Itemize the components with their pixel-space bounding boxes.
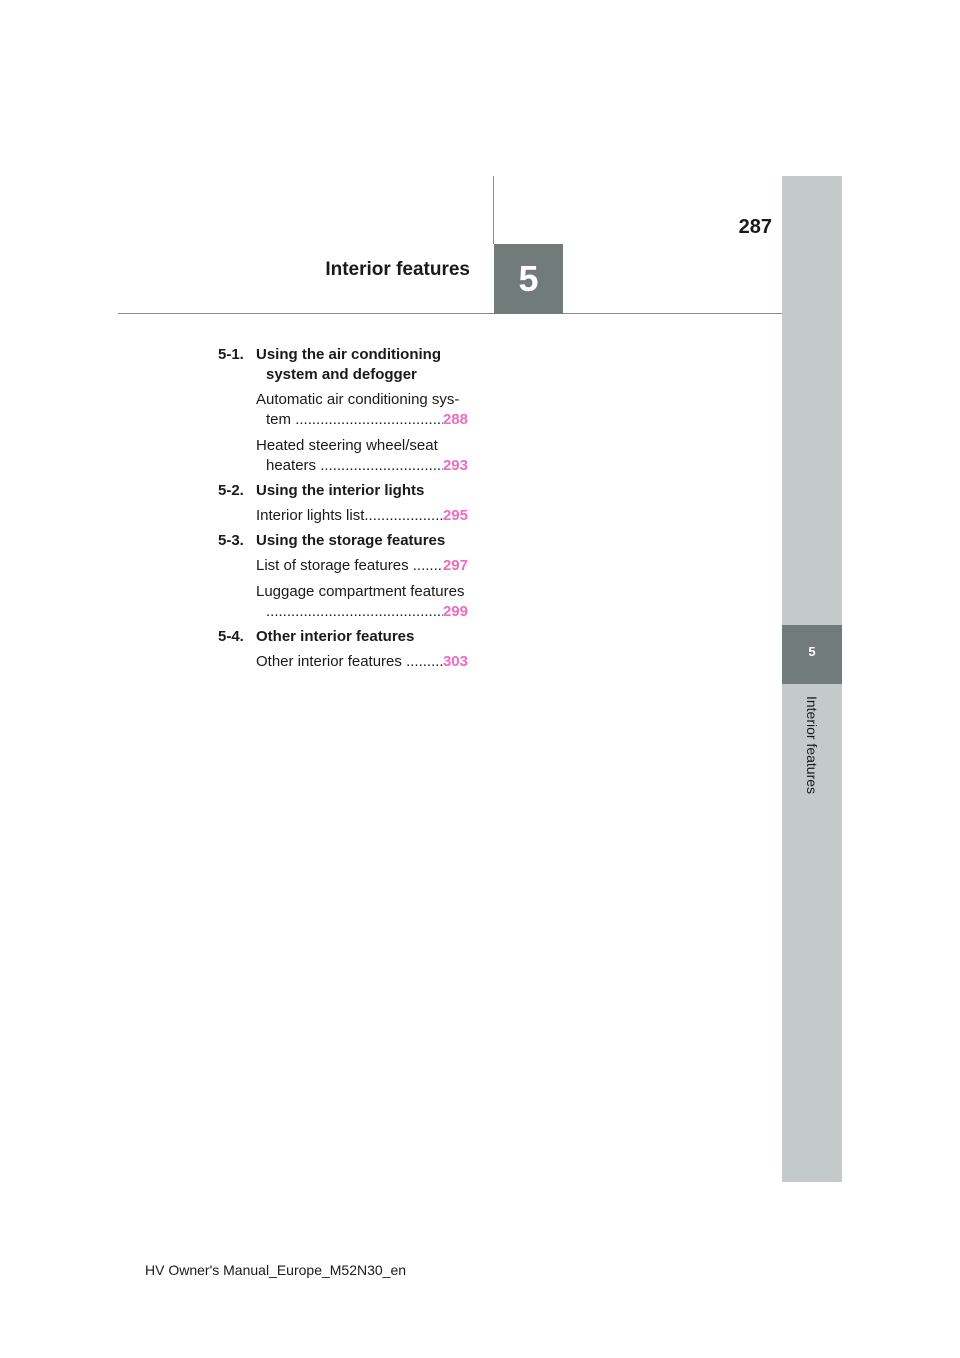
toc-entry[interactable]	[218, 506, 468, 526]
chapter-number-box	[494, 244, 563, 314]
toc-entry[interactable]	[218, 652, 468, 672]
dot-leader	[295, 410, 443, 430]
entry-page-link[interactable]: 295	[442, 507, 468, 524]
section-title: Using the interior lights	[256, 482, 425, 499]
toc-entry[interactable]	[218, 390, 468, 430]
header-divider-horizontal	[118, 313, 782, 314]
section-number: 5-3.	[218, 532, 244, 549]
toc-entry[interactable]	[218, 436, 468, 476]
entry-page-link[interactable]: 303	[442, 653, 468, 670]
entry-page-link[interactable]: 288	[442, 411, 468, 428]
section-title: Other interior features	[256, 628, 415, 645]
section-number: 5-2.	[218, 482, 244, 499]
toc-section[interactable]	[218, 481, 468, 501]
entry-page-link[interactable]: 299	[442, 603, 468, 620]
dot-leader	[413, 556, 443, 576]
chapter-number: 5	[518, 258, 539, 299]
entry-title-cont: tem	[266, 411, 292, 428]
document-footer: HV Owner's Manual_Europe_M52N30_en	[145, 1262, 407, 1278]
section-number: 5-1.	[218, 346, 244, 363]
section-title-cont: system and defogger	[266, 366, 417, 383]
dot-leader	[364, 506, 443, 526]
entry-title-cont: heaters	[266, 457, 317, 474]
section-number: 5-4.	[218, 628, 244, 645]
entry-page-link[interactable]: 297	[442, 557, 468, 574]
section-title: Using the air conditioning	[256, 346, 441, 363]
chapter-side-tab[interactable]	[782, 625, 842, 684]
side-tab-number: 5	[808, 644, 816, 659]
header-divider-vertical	[493, 176, 494, 244]
dot-leader	[266, 602, 443, 622]
toc-section[interactable]	[218, 627, 468, 647]
dot-leader	[320, 456, 443, 476]
entry-title: Other interior features	[256, 653, 402, 670]
toc-entry[interactable]	[218, 556, 468, 576]
side-tab-label: Interior features	[804, 695, 820, 795]
chapter-title: Interior features	[325, 259, 470, 280]
entry-page-link[interactable]: 293	[442, 457, 468, 474]
entry-title: Luggage compartment features	[256, 583, 465, 600]
entry-title: Interior lights list	[256, 507, 365, 524]
entry-title: Automatic air conditioning sys-	[256, 391, 460, 408]
table-of-contents	[218, 345, 468, 672]
toc-entry[interactable]	[218, 582, 468, 622]
section-title: Using the storage features	[256, 532, 446, 549]
page-number: 287	[738, 216, 772, 238]
entry-title: List of storage features	[256, 557, 409, 574]
toc-section[interactable]	[218, 345, 468, 385]
entry-title: Heated steering wheel/seat	[256, 437, 438, 454]
dot-leader	[406, 652, 443, 672]
toc-section[interactable]	[218, 531, 468, 551]
